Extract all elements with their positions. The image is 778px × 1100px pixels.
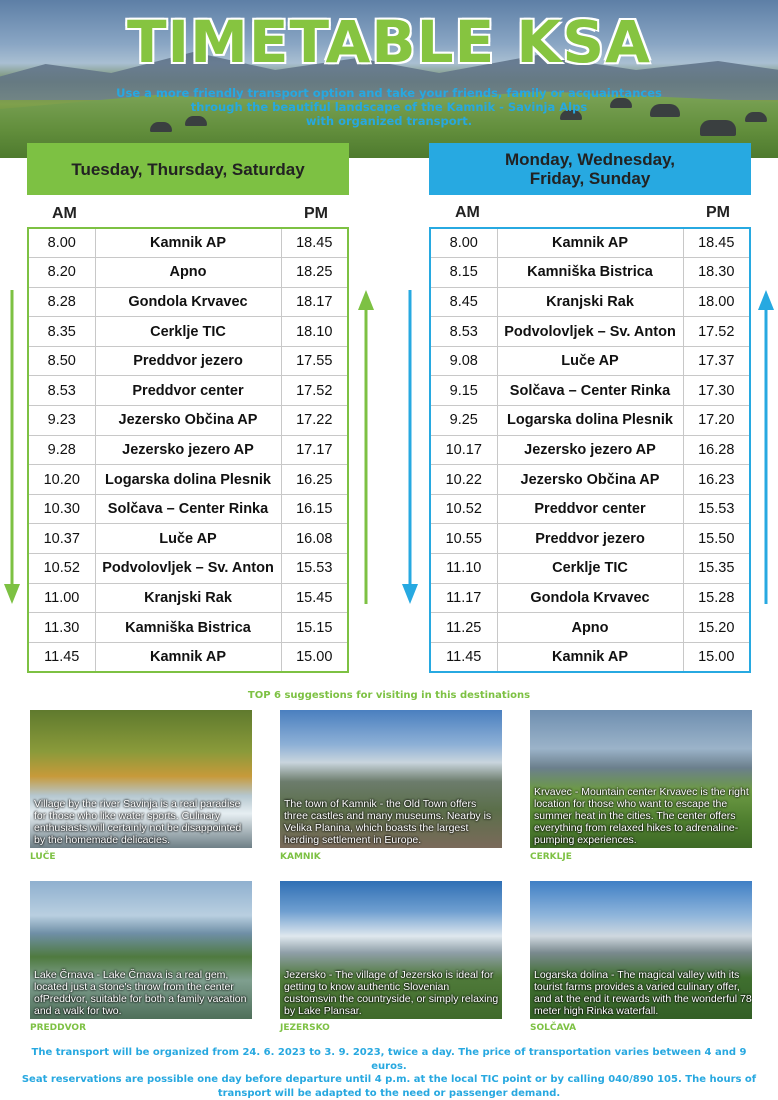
stop-name: Preddvor jezero bbox=[497, 524, 683, 554]
table-row bbox=[430, 435, 750, 465]
am-time: 10.22 bbox=[430, 465, 497, 495]
am-time: 11.00 bbox=[28, 583, 95, 613]
pm-time: 18.45 bbox=[683, 228, 750, 258]
pm-time: 17.20 bbox=[683, 406, 750, 436]
pm-time: 17.37 bbox=[683, 346, 750, 376]
card-label: LUČE bbox=[30, 852, 56, 862]
table-row bbox=[430, 494, 750, 524]
am-time: 10.17 bbox=[430, 435, 497, 465]
hut-icon bbox=[745, 112, 767, 122]
stop-name: Preddvor center bbox=[497, 494, 683, 524]
am-time: 8.50 bbox=[28, 346, 95, 376]
stop-name: Kamniška Bistrica bbox=[95, 613, 281, 643]
stop-name: Cerklje TIC bbox=[95, 317, 281, 347]
stop-name: Apno bbox=[95, 258, 281, 288]
stop-name: Jezersko jezero AP bbox=[497, 435, 683, 465]
pm-time: 15.35 bbox=[683, 554, 750, 584]
table-row bbox=[28, 376, 348, 406]
stop-name: Kamnik AP bbox=[95, 642, 281, 672]
am-time: 9.28 bbox=[28, 435, 95, 465]
pm-time: 15.45 bbox=[281, 583, 348, 613]
table-row bbox=[28, 524, 348, 554]
table-row bbox=[28, 287, 348, 317]
pm-time: 18.45 bbox=[281, 228, 348, 258]
am-time: 8.00 bbox=[430, 228, 497, 258]
stop-name: Apno bbox=[497, 613, 683, 643]
footer-info bbox=[20, 1046, 758, 1100]
card-description: Jezersko - The village of Jezersko is ideal for getting to know authentic Slovenian customsvin the countryside, or simply relaxing by Lake Plansar. bbox=[284, 969, 499, 1017]
am-time: 8.53 bbox=[28, 376, 95, 406]
stop-name: Kamnik AP bbox=[497, 642, 683, 672]
pm-time: 16.23 bbox=[683, 465, 750, 495]
table-row bbox=[430, 346, 750, 376]
pm-time: 17.52 bbox=[683, 317, 750, 347]
stop-name: Gondola Krvavec bbox=[497, 583, 683, 613]
pm-time: 18.25 bbox=[281, 258, 348, 288]
am-time: 9.08 bbox=[430, 346, 497, 376]
up-arrow-icon bbox=[356, 290, 376, 606]
right-days-label-line2: Friday, Sunday bbox=[529, 169, 651, 188]
stop-name: Jezersko Občina AP bbox=[497, 465, 683, 495]
am-time: 8.00 bbox=[28, 228, 95, 258]
footer-line: Seat reservations are possible one day before departure until 4 p.m. at the local TIC point or by calling 040/890 105. The hours of bbox=[21, 1074, 757, 1085]
table-row bbox=[28, 435, 348, 465]
right-days-header bbox=[429, 143, 751, 195]
table-row bbox=[28, 494, 348, 524]
pm-time: 15.15 bbox=[281, 613, 348, 643]
stop-name: Kamnik AP bbox=[95, 228, 281, 258]
stop-name: Jezersko jezero AP bbox=[95, 435, 281, 465]
am-time: 10.52 bbox=[28, 554, 95, 584]
table-row bbox=[28, 228, 348, 258]
down-arrow-icon bbox=[2, 290, 22, 606]
stop-name: Solčava – Center Rinka bbox=[497, 376, 683, 406]
card-label: SOLČAVA bbox=[530, 1023, 577, 1033]
table-row bbox=[430, 465, 750, 495]
table-row bbox=[28, 613, 348, 643]
am-time: 8.28 bbox=[28, 287, 95, 317]
am-time: 10.30 bbox=[28, 494, 95, 524]
am-time: 8.35 bbox=[28, 317, 95, 347]
subtitle-line: Use a more friendly transport option and take your friends, family or acquaintances bbox=[116, 86, 662, 100]
page-title: TIMETABLE KSA bbox=[126, 8, 651, 76]
am-time: 8.53 bbox=[430, 317, 497, 347]
card-label: CERKLJE bbox=[530, 852, 572, 862]
footer-line: transport will be adapted to the need or passenger demand. bbox=[217, 1087, 561, 1099]
stop-name: Kamniška Bistrica bbox=[497, 258, 683, 288]
stop-name: Podvolovljek – Sv. Anton bbox=[95, 554, 281, 584]
am-time: 11.25 bbox=[430, 613, 497, 643]
table-row bbox=[28, 554, 348, 584]
suggestions-heading: TOP 6 suggestions for visiting in this destinations bbox=[247, 690, 531, 701]
left-timetable bbox=[27, 227, 349, 673]
pm-time: 16.28 bbox=[683, 435, 750, 465]
pm-time: 15.20 bbox=[683, 613, 750, 643]
suggestion-card-solcava bbox=[530, 881, 752, 1019]
pm-time: 18.17 bbox=[281, 287, 348, 317]
hut-icon bbox=[700, 120, 736, 136]
pm-time: 15.28 bbox=[683, 583, 750, 613]
stop-name: Logarska dolina Plesnik bbox=[497, 406, 683, 436]
table-row bbox=[430, 287, 750, 317]
stop-name: Preddvor center bbox=[95, 376, 281, 406]
card-description: The town of Kamnik - the Old Town offers three castles and many museums. Nearby is Velika Planina, which boasts the largest herding settlement in Europe. bbox=[284, 798, 492, 846]
pm-time: 17.52 bbox=[281, 376, 348, 406]
up-arrow-icon bbox=[756, 290, 776, 606]
right-days-label-line1: Monday, Wednesday, bbox=[504, 150, 676, 169]
suggestion-card-cerklje bbox=[530, 710, 752, 848]
pm-time: 15.50 bbox=[683, 524, 750, 554]
table-row bbox=[430, 258, 750, 288]
left-days-header bbox=[27, 143, 349, 195]
am-time: 8.20 bbox=[28, 258, 95, 288]
stop-name: Luče AP bbox=[497, 346, 683, 376]
pm-time: 18.10 bbox=[281, 317, 348, 347]
am-time: 11.17 bbox=[430, 583, 497, 613]
table-row bbox=[430, 228, 750, 258]
left-days-label: Tuesday, Thursday, Saturday bbox=[71, 159, 305, 179]
pm-time: 18.00 bbox=[683, 287, 750, 317]
subtitle-line: with organized transport. bbox=[305, 114, 473, 128]
card-description: Logarska dolina - The magical valley with its tourist farms provides a varied culinary offer, and at the end it rewards with the wonderful 78 meter high Rinka waterfall. bbox=[534, 969, 752, 1017]
left-pm-label: PM bbox=[304, 205, 328, 222]
suggestion-card-kamnik bbox=[280, 710, 502, 848]
pm-time: 17.55 bbox=[281, 346, 348, 376]
stop-name: Kamnik AP bbox=[497, 228, 683, 258]
pm-time: 16.08 bbox=[281, 524, 348, 554]
pm-time: 17.17 bbox=[281, 435, 348, 465]
table-row bbox=[430, 583, 750, 613]
am-time: 11.45 bbox=[28, 642, 95, 672]
card-label: PREDDVOR bbox=[30, 1023, 87, 1033]
pm-time: 16.25 bbox=[281, 465, 348, 495]
pm-time: 15.53 bbox=[683, 494, 750, 524]
table-row bbox=[28, 346, 348, 376]
am-time: 10.52 bbox=[430, 494, 497, 524]
table-row bbox=[430, 376, 750, 406]
am-time: 10.55 bbox=[430, 524, 497, 554]
am-time: 10.37 bbox=[28, 524, 95, 554]
table-row bbox=[430, 613, 750, 643]
pm-time: 15.00 bbox=[683, 642, 750, 672]
table-row bbox=[28, 258, 348, 288]
page-subtitle bbox=[100, 86, 678, 128]
pm-time: 15.00 bbox=[281, 642, 348, 672]
pm-time: 16.15 bbox=[281, 494, 348, 524]
am-time: 9.25 bbox=[430, 406, 497, 436]
stop-name: Luče AP bbox=[95, 524, 281, 554]
pm-time: 17.22 bbox=[281, 406, 348, 436]
pm-time: 17.30 bbox=[683, 376, 750, 406]
table-row bbox=[28, 642, 348, 672]
left-am-label: AM bbox=[52, 205, 77, 222]
right-pm-label: PM bbox=[706, 204, 730, 221]
am-time: 9.15 bbox=[430, 376, 497, 406]
down-arrow-icon bbox=[400, 290, 420, 606]
card-label: KAMNIK bbox=[280, 852, 321, 862]
suggestion-card-preddvor bbox=[30, 881, 252, 1019]
card-description: Village by the river Savinja is a real paradise for those who like water sports. Culinary enthusiasts will certainly not be disappointed by the homemade delicacies. bbox=[34, 798, 242, 846]
stop-name: Podvolovljek – Sv. Anton bbox=[497, 317, 683, 347]
pm-time: 15.53 bbox=[281, 554, 348, 584]
card-label: JEZERSKO bbox=[280, 1023, 330, 1033]
stop-name: Preddvor jezero bbox=[95, 346, 281, 376]
table-row bbox=[28, 406, 348, 436]
am-time: 11.30 bbox=[28, 613, 95, 643]
am-time: 9.23 bbox=[28, 406, 95, 436]
am-time: 8.15 bbox=[430, 258, 497, 288]
table-row bbox=[28, 317, 348, 347]
suggestion-card-luce bbox=[30, 710, 252, 848]
suggestion-card-jezersko bbox=[280, 881, 502, 1019]
stop-name: Jezersko Občina AP bbox=[95, 406, 281, 436]
stop-name: Kranjski Rak bbox=[497, 287, 683, 317]
table-row bbox=[28, 465, 348, 495]
table-row bbox=[430, 524, 750, 554]
table-row bbox=[28, 583, 348, 613]
right-am-label: AM bbox=[455, 204, 480, 221]
card-description: Lake Črnava - Lake Črnava is a real gem, located just a stone's throw from the center ofPreddvor, suitable for both a family vacation and a walk for two. bbox=[34, 969, 247, 1017]
stop-name: Logarska dolina Plesnik bbox=[95, 465, 281, 495]
table-row bbox=[430, 554, 750, 584]
am-time: 10.20 bbox=[28, 465, 95, 495]
table-row bbox=[430, 406, 750, 436]
pm-time: 18.30 bbox=[683, 258, 750, 288]
stop-name: Gondola Krvavec bbox=[95, 287, 281, 317]
am-time: 11.45 bbox=[430, 642, 497, 672]
footer-line: The transport will be organized from 24. 6. 2023 to 3. 9. 2023, twice a day. The price of transportation varies between 4 and 9 euros. bbox=[31, 1047, 747, 1072]
stop-name: Solčava – Center Rinka bbox=[95, 494, 281, 524]
table-row bbox=[430, 317, 750, 347]
card-description: Krvavec - Mountain center Krvavec is the right location for those who want to escape the summer heat in the cities. The center offers everything from relaxed hikes to adrenaline-pumping experiences. bbox=[534, 786, 749, 846]
stop-name: Kranjski Rak bbox=[95, 583, 281, 613]
hero-banner bbox=[0, 0, 778, 158]
am-time: 8.45 bbox=[430, 287, 497, 317]
table-row bbox=[430, 642, 750, 672]
am-time: 11.10 bbox=[430, 554, 497, 584]
subtitle-line: through the beautiful landscape of the Kamnik - Savinja Alps bbox=[190, 100, 588, 114]
right-timetable bbox=[429, 227, 751, 673]
stop-name: Cerklje TIC bbox=[497, 554, 683, 584]
